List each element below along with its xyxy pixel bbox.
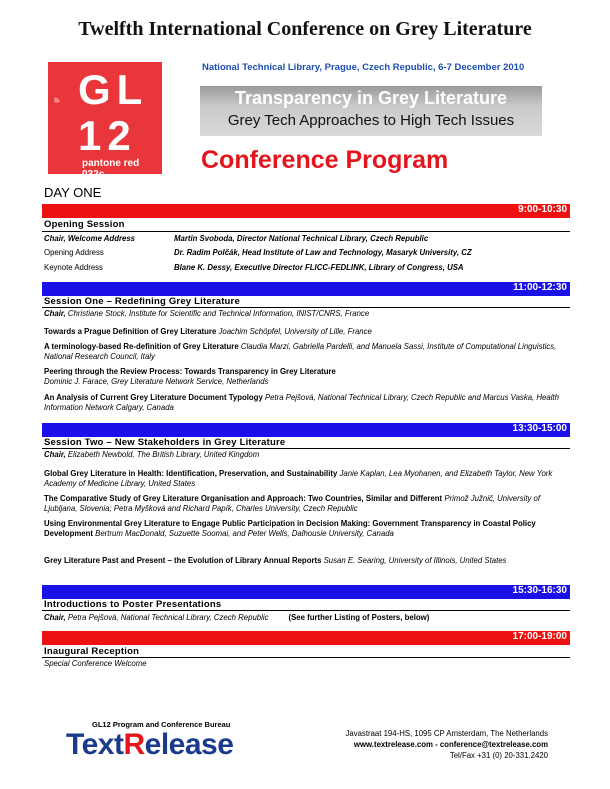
footer-address: [330, 728, 548, 761]
time-label: 17:00-19:00: [512, 631, 567, 642]
chair-label: Chair,: [44, 613, 66, 622]
row-label: Opening Address: [44, 248, 104, 257]
paper-entry: [44, 342, 574, 363]
reception-text: Special Conference Welcome: [44, 659, 147, 668]
paper-entry: [44, 393, 574, 414]
phone-line: Tel/Fax +31 (0) 20-331.2420: [449, 751, 548, 760]
paper-entry: [44, 494, 574, 515]
gl12-logo: [48, 62, 162, 180]
opening-session-heading: Opening Session: [44, 219, 125, 230]
paper-title: A terminology-based Re-definition of Grey Literature: [44, 342, 239, 351]
paper-authors: Petra Pejšová, National Technical Library, Czech Republic and Marcus Vaska, Health Information Network Calgary, Canada: [44, 393, 559, 413]
paper-authors: Janie Kaplan, Lea Myohanen, and Elizabeth Taylor, New York Academy of Medicine Library, United States: [44, 469, 553, 489]
brand-part: Text: [66, 728, 124, 761]
theme-banner: [200, 86, 542, 136]
day-label: DAY ONE: [44, 185, 102, 200]
divider: [42, 448, 570, 449]
divider: [42, 307, 570, 308]
paper-authors: Claudia Marzi, Gabriella Pardelli, and Manuela Sassi, Institute of Computational Linguistics, National Research Council, Italy: [44, 342, 557, 362]
time-bar-reception: [42, 631, 570, 645]
opening-row: [44, 263, 464, 272]
paper-title: An Analysis of Current Grey Literature Document Typology: [44, 393, 263, 402]
time-bar-posters: [42, 585, 570, 599]
time-label: 13:30-15:00: [512, 423, 567, 434]
row-text: Martin Svoboda, Director National Technical Library, Czech Republic: [174, 234, 429, 243]
paper-title: Using Environmental Grey Literature to Engage Public Participation in Decision Making: Government Transparency in Coastal Policy Development: [44, 519, 536, 539]
paper-authors: Primož Južnič, University of Ljubljana, Slovenia; Petra Myšková and Richard Papík, Charles University, Czech Republic: [44, 494, 541, 514]
chair-line: [44, 613, 429, 622]
opening-row: [44, 234, 428, 243]
time-label: 15:30-16:30: [512, 585, 567, 596]
divider: [42, 231, 570, 232]
paper-title: The Comparative Study of Grey Literature Organisation and Approach: Two Countries, Similar and Different: [44, 494, 443, 503]
chair-line: [44, 309, 369, 318]
chair-line: [44, 450, 259, 459]
time-label: 11:00-12:30: [513, 282, 567, 293]
time-bar-session-one: [42, 282, 570, 296]
logo-pantone: pantone red 032c: [82, 158, 140, 180]
paper-authors: Dominic J. Farace, Grey Literature Network Service, Netherlands: [44, 377, 269, 387]
row-text: Dr. Radim Polčák, Head Institute of Law and Technology, Masaryk University, CZ: [174, 248, 472, 257]
brand-r: R: [123, 728, 145, 761]
textrelease-logo: [66, 728, 233, 762]
chair-name: Elizabeth Newbold, The British Library, United Kingdom: [67, 450, 260, 459]
paper-title: Towards a Prague Definition of Grey Literature: [44, 327, 217, 336]
paper-entry: [44, 556, 574, 566]
paper-entry: [44, 469, 574, 490]
chair-name: Petra Pejšová, National Technical Library, Czech Republic: [67, 613, 269, 622]
chair-label: Chair,: [44, 450, 66, 459]
logo-side-text: gl: [54, 98, 60, 103]
address-line: Javastraat 194-HS, 1095 CP Amsterdam, The Netherlands: [345, 729, 548, 738]
theme-title: Transparency in Grey Literature: [234, 88, 508, 108]
paper-entry: [44, 327, 574, 337]
paper-entry: [44, 519, 574, 540]
paper-entry: [44, 367, 574, 388]
reception-heading: Inaugural Reception: [44, 646, 140, 657]
paper-authors: Joachim Schöpfel, University of Lille, France: [218, 327, 372, 336]
row-label: Chair, Welcome Address: [44, 234, 135, 243]
brand-part: elease: [144, 728, 234, 761]
theme-subtitle: Grey Tech Approaches to High Tech Issues: [227, 112, 515, 129]
logo-number: 12: [78, 112, 137, 159]
paper-authors: Bertrum MacDonald, Suzuette Soomai, and Peter Wells, Dalhousie University, Canada: [95, 529, 394, 539]
divider: [42, 610, 570, 611]
conference-title: Twelfth International Conference on Grey Literature: [78, 18, 532, 40]
time-bar-session-two: [42, 423, 570, 437]
paper-title: Grey Literature Past and Present – the Evolution of Library Annual Reports: [44, 556, 322, 565]
opening-row: [44, 248, 472, 257]
divider: [42, 657, 570, 658]
program-title: Conference Program: [201, 146, 449, 174]
web-link[interactable]: www.textrelease.com - conference@textrelease.com: [353, 740, 548, 749]
logo-gl: GL: [78, 66, 149, 113]
chair-label: Chair,: [44, 309, 66, 318]
row-label: Keynote Address: [44, 263, 103, 272]
time-bar-opening: [42, 204, 570, 218]
paper-title: Peering through the Review Process: Towards Transparency in Grey Literature: [44, 367, 336, 376]
paper-title: Global Grey Literature in Health: Identification, Preservation, and Sustainability: [44, 469, 338, 478]
session-two-heading: Session Two – New Stakeholders in Grey Literature: [44, 437, 286, 448]
posters-heading: Introductions to Poster Presentations: [44, 599, 222, 610]
bureau-label: GL12 Program and Conference Bureau: [92, 720, 231, 729]
venue-line: National Technical Library, Prague, Czech Republic, 6-7 December 2010: [202, 62, 525, 73]
paper-authors: Susan E. Searing, University of Illinois, United States: [323, 556, 507, 565]
chair-name: Christiane Stock, Institute for Scientific and Technical Information, INIST/CNRS, France: [67, 309, 370, 318]
session-one-heading: Session One – Redefining Grey Literature: [44, 296, 240, 307]
row-text: Blane K. Dessy, Executive Director FLICC-FEDLINK, Library of Congress, USA: [174, 263, 464, 272]
time-label: 9:00-10:30: [518, 204, 567, 215]
posters-note: (See further Listing of Posters, below): [288, 613, 430, 622]
